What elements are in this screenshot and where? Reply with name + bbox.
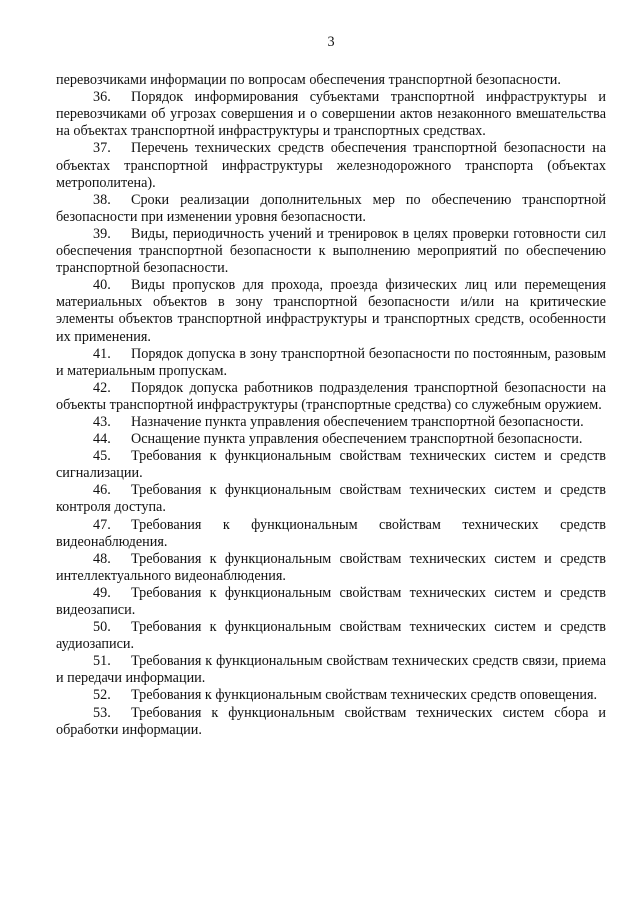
list-item (56, 705, 606, 739)
item-number: 52. (93, 687, 111, 704)
list-item (56, 482, 606, 516)
item-text: Требования к функциональным свойствам технических средств видеонаблюдения. (56, 516, 606, 550)
list-item (56, 140, 606, 191)
item-text: Оснащение пункта управления обеспечением транспортной безопасности. (131, 431, 583, 448)
item-text: Порядок информирования субъектами транспортной инфраструктуры и перевозчиками об угрозах совершения и о совершении актов незаконного вмешательства на объектах транспортной инфраструктуры и транспортных средствах. (56, 89, 606, 140)
numbered-list (56, 89, 606, 739)
list-item (56, 687, 606, 704)
item-number: 50. (93, 619, 111, 636)
item-text: Требования к функциональным свойствам технических систем и средств контроля доступа. (56, 482, 606, 516)
continuation-paragraph: перевозчиками информации по вопросам обеспечения транспортной безопасности. (56, 72, 561, 89)
item-text: Сроки реализации дополнительных мер по обеспечению транспортной безопасности при изменении уровня безопасности. (56, 191, 606, 225)
item-text: Требования к функциональным свойствам технических средств оповещения. (131, 687, 598, 704)
item-number: 43. (93, 413, 111, 430)
list-item (56, 653, 606, 687)
document-page (56, 34, 606, 739)
item-text: Виды пропусков для прохода, проезда физических лиц или перемещения материальных объектов в зону транспортной безопасности и/или на критические элементы объектов транспортной инфраструктуры и транспортных средств, особенности их применения. (56, 277, 606, 345)
item-number: 49. (93, 584, 111, 601)
item-number: 46. (93, 482, 111, 499)
item-text: Порядок допуска работников подразделения транспортной безопасности на объекты транспортной инфраструктуры (транспортные средства) со служебным оружием. (56, 379, 606, 413)
list-item (56, 414, 606, 431)
item-text: Требования к функциональным свойствам технических систем и средств аудиозаписи. (56, 619, 606, 653)
list-item (56, 346, 606, 380)
item-number: 40. (93, 277, 111, 294)
item-text: Требования к функциональным свойствам технических систем и средств интеллектуального видеонаблюдения. (56, 550, 606, 584)
list-item (56, 585, 606, 619)
list-item (56, 380, 606, 414)
item-number: 41. (93, 345, 111, 362)
item-number: 36. (93, 89, 111, 106)
item-text: Требования к функциональным свойствам технических средств связи, приема и передачи информации. (56, 653, 606, 687)
item-text: Требования к функциональным свойствам технических систем и средств сигнализации. (56, 448, 606, 482)
item-number: 51. (93, 653, 111, 670)
list-item (56, 192, 606, 226)
list-item (56, 277, 606, 345)
item-number: 44. (93, 431, 111, 448)
item-number: 48. (93, 550, 111, 567)
list-item (56, 551, 606, 585)
item-number: 53. (93, 704, 111, 721)
list-item (56, 448, 606, 482)
item-text: Требования к функциональным свойствам технических систем сбора и обработки информации. (56, 704, 606, 738)
item-number: 42. (93, 379, 111, 396)
item-text: Назначение пункта управления обеспечением транспортной безопасности. (131, 413, 584, 430)
item-text: Требования к функциональным свойствам технических систем и средств видеозаписи. (56, 584, 606, 618)
item-number: 37. (93, 140, 111, 157)
item-number: 45. (93, 448, 111, 465)
list-item (56, 517, 606, 551)
list-item (56, 226, 606, 277)
item-text: Перечень технических средств обеспечения транспортной безопасности на объектах транспортной инфраструктуры железнодорожного транспорта (объектах метрополитена). (56, 140, 606, 191)
list-item (56, 89, 606, 140)
item-text: Виды, периодичность учений и тренировок в целях проверки готовности сил обеспечения транспортной безопасности к выполнению мероприятий по обеспечению транспортной безопасности. (56, 225, 606, 277)
item-number: 39. (93, 225, 111, 242)
page-number: 3 (327, 34, 335, 50)
list-item (56, 619, 606, 653)
item-number: 47. (93, 516, 111, 533)
item-number: 38. (93, 191, 111, 208)
list-item (56, 431, 606, 448)
item-text: Порядок допуска в зону транспортной безопасности по постоянным, разовым и материальным пропускам. (56, 345, 606, 379)
